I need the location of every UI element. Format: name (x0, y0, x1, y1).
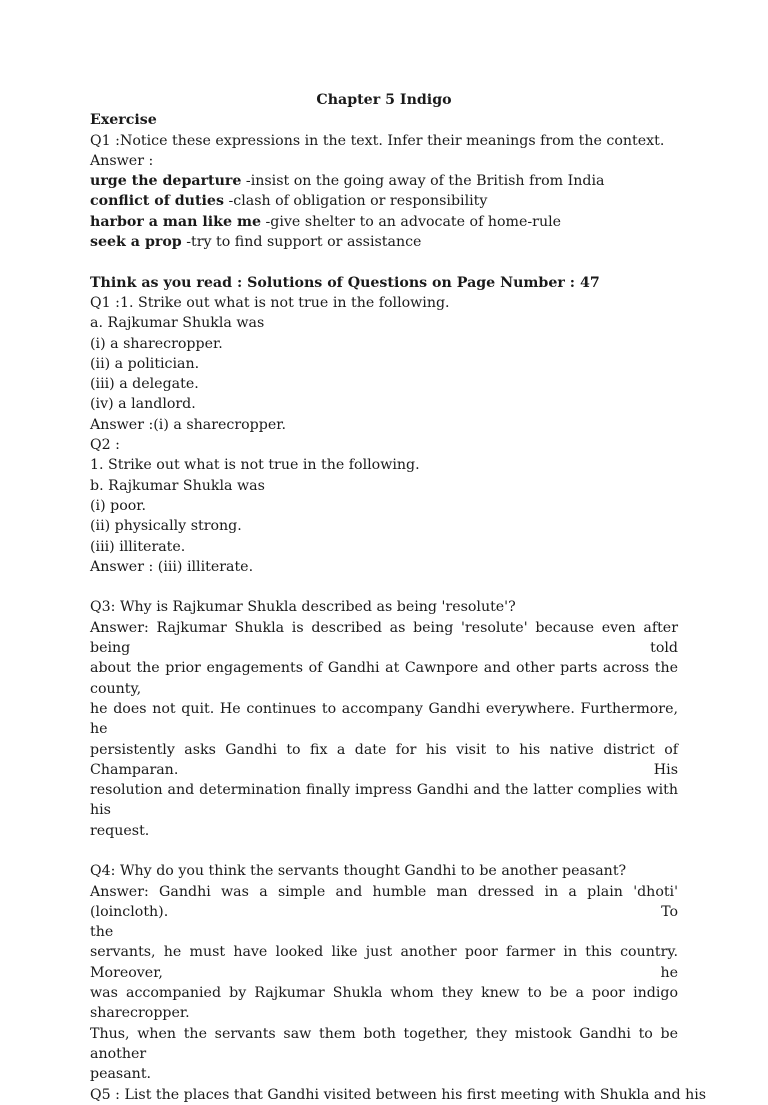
q1b-line: a. Rajkumar Shukla was (90, 315, 265, 332)
q1-term: harbor a man like me (90, 213, 261, 230)
q2-line: b. Rajkumar Shukla was (90, 477, 265, 494)
q1-term: seek a prop (90, 234, 182, 251)
q1-item (90, 171, 678, 191)
q3-answer-line: about the prior engagements of Gandhi at Cawnpore and other parts across the county, (90, 660, 678, 697)
q4-answer-line: peasant. (90, 1066, 152, 1083)
q4-answer-line: the (90, 924, 114, 941)
q1-meaning: -clash of obligation or responsibility (223, 193, 488, 210)
q5-question: Q5 : List the places that Gandhi visited between his first meeting with Shukla and his (90, 1086, 707, 1103)
q2-line: Q2 : (90, 437, 120, 454)
q1-item (90, 212, 678, 232)
q3-answer-line: he does not quit. He continues to accompany Gandhi everywhere. Furthermore, he (90, 700, 678, 738)
q1b-line: Q1 :1. Strike out what is not true in the following. (90, 294, 450, 311)
spacer (90, 577, 678, 597)
q1b-line: (ii) a politician. (90, 355, 200, 372)
q1b-line: (iv) a landlord. (90, 396, 196, 413)
q4-answer-line: Answer: Gandhi was a simple and humble man dressed in a plain 'dhoti' (loincloth). To (90, 883, 678, 920)
document-body (90, 90, 707, 1105)
q4-answer-line: was accompanied by Rajkumar Shukla whom they knew to be a poor indigo sharecropper. (90, 985, 678, 1022)
q1-answer-label: Answer : (90, 152, 154, 169)
q3-answer-line: request. (90, 822, 150, 839)
q1b-line: (iii) a delegate. (90, 376, 199, 393)
q3-answer-line: persistently asks Gandhi to fix a date for his visit to his native district of Champaran. His (90, 741, 678, 778)
q1-term: urge the departure (90, 173, 242, 190)
q1b-answer: Answer :(i) a sharecropper. (90, 416, 286, 433)
q1b-line: (i) a sharecropper. (90, 335, 223, 352)
q2-line: 1. Strike out what is not true in the following. (90, 457, 420, 474)
section-heading: Think as you read : Solutions of Questions on Page Number : 47 (90, 274, 600, 291)
q1-item (90, 232, 678, 252)
exercise-heading: Exercise (90, 112, 157, 129)
q2-line: (ii) physically strong. (90, 518, 242, 535)
q3-answer-line: resolution and determination finally impress Gandhi and the latter complies with his (90, 782, 678, 819)
q2-answer: Answer : (iii) illiterate. (90, 558, 254, 575)
q3-question: Q3: Why is Rajkumar Shukla described as being 'resolute'? (90, 599, 516, 616)
spacer (90, 252, 678, 272)
chapter-title: Chapter 5 Indigo (316, 92, 452, 108)
q1-meaning: -insist on the going away of the British from India (241, 173, 605, 190)
q4-answer (90, 882, 678, 1085)
q1-meaning: -give shelter to an advocate of home-rule (260, 213, 562, 230)
q3-answer-line: Answer: Rajkumar Shukla is described as being 'resolute' because even after being told (90, 619, 678, 657)
q4-question: Q4: Why do you think the servants thought Gandhi to be another peasant? (90, 863, 627, 880)
q2-line: (iii) illiterate. (90, 538, 186, 555)
q1-meaning: -try to find support or assistance (181, 234, 422, 251)
q4-answer-line: servants, he must have looked like just another poor farmer in this country. Moreover, he (90, 944, 678, 981)
q3-answer (90, 618, 678, 841)
q1-item (90, 191, 678, 211)
q2-line: (i) poor. (90, 497, 147, 514)
q4-answer-line: Thus, when the servants saw them both together, they mistook Gandhi to be another (90, 1025, 678, 1062)
q1-question: Q1 :Notice these expressions in the text. Infer their meanings from the context. (90, 132, 665, 149)
q1-term: conflict of duties (90, 193, 224, 210)
spacer (90, 841, 678, 861)
